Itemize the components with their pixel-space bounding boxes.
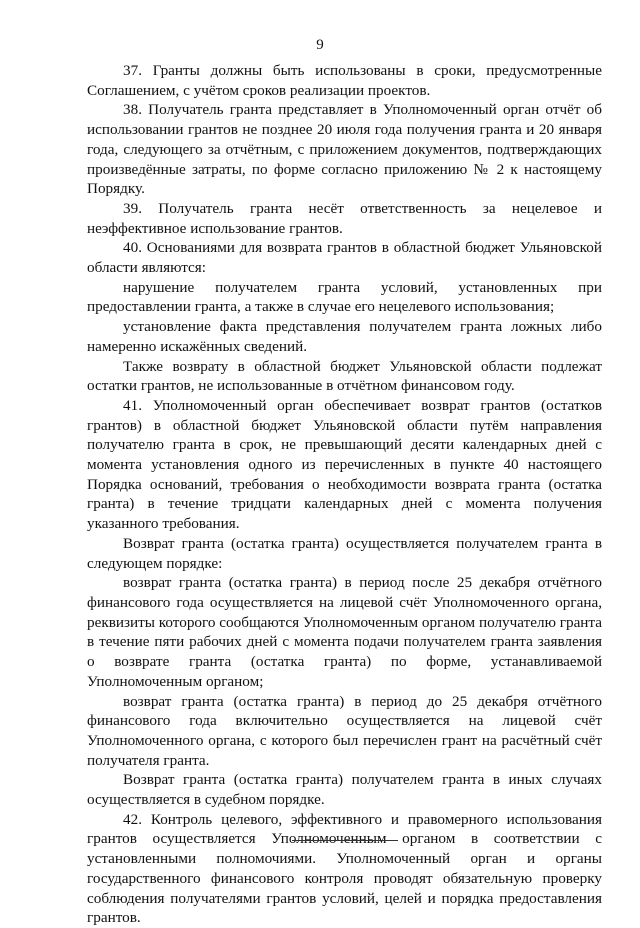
paragraph-40-item-2: установление факта представления получателем гранта ложных либо намеренно искажённых сведений.	[87, 318, 602, 355]
paragraph-38: 38. Получатель гранта представляет в Уполномоченный орган отчёт об использовании грантов не позднее 20 июля года получения гранта и 20 января года, следующего за отчётным, с приложением документов, подтверждающих произведённые затраты, по форме согласно приложению № 2 к настоящему Порядку.	[87, 101, 602, 198]
paragraph-37: 37. Гранты должны быть использованы в сроки, предусмотренные Соглашением, с учётом сроков реализации проектов.	[87, 62, 602, 99]
paragraph-41-item-1: возврат гранта (остатка гранта) в период после 25 декабря отчётного финансового года осуществляется на лицевой счёт Уполномоченного органа, реквизиты которого сообщаются Уполномоченным органом получателю гранта в течение пяти рабочих дней с момента подачи получателем гранта заявления о возврате гранта (остатка гранта) по форме, устанавливаемой Уполномоченным органом;	[87, 574, 602, 690]
paragraph-42: 42. Контроль целевого, эффективного и правомерного использования грантов осуществляется Уполномоченным органом в соответствии с установленными полномочиями. Уполномоченный орган и органы государственного финансового контроля проводят обязательную проверку соблюдения получателями грантов условий, целей и порядка предоставления грантов.	[87, 810, 602, 927]
paragraph-41: 41. Уполномоченный орган обеспечивает возврат грантов (остатков грантов) в областной бюджет Ульяновской области путём направления получателю гранта в срок, не превышающий десяти календарных дней с момента установления одного из перечисленных в пункте 40 настоящего Порядка оснований, требования о необходимости возврата гранта (остатка гранта) в течение тридцати календарных дней с момента получения указанного требования.	[87, 396, 602, 533]
paragraph-41-order: Возврат гранта (остатка гранта) осуществляется получателем гранта в следующем порядке:	[87, 534, 602, 572]
end-divider	[292, 840, 398, 841]
paragraph-40-remainder: Также возврату в областной бюджет Ульяновской области подлежат остатки грантов, не использованные в отчётном финансовом году.	[87, 357, 602, 395]
paragraph-39: 39. Получатель гранта несёт ответственность за нецелевое и неэффективное использование грантов.	[87, 199, 602, 237]
page-number: 9	[316, 37, 324, 53]
document-body	[87, 61, 602, 928]
paragraph-40: 40. Основаниями для возврата грантов в областной бюджет Ульяновской области являются:	[87, 239, 602, 277]
paragraph-41-item-2: возврат гранта (остатка гранта) в период до 25 декабря отчётного финансового года включительно осуществляется на лицевой счёт Уполномоченного органа, с которого был перечислен грант на расчётный счёт получателя гранта.	[87, 692, 602, 769]
paragraph-40-item-1: нарушение получателем гранта условий, установленных при предоставлении гранта, а также в случае его нецелевого использования;	[87, 278, 602, 316]
paragraph-41-court: Возврат гранта (остатка гранта) получателем гранта в иных случаях осуществляется в судебном порядке.	[87, 771, 602, 809]
